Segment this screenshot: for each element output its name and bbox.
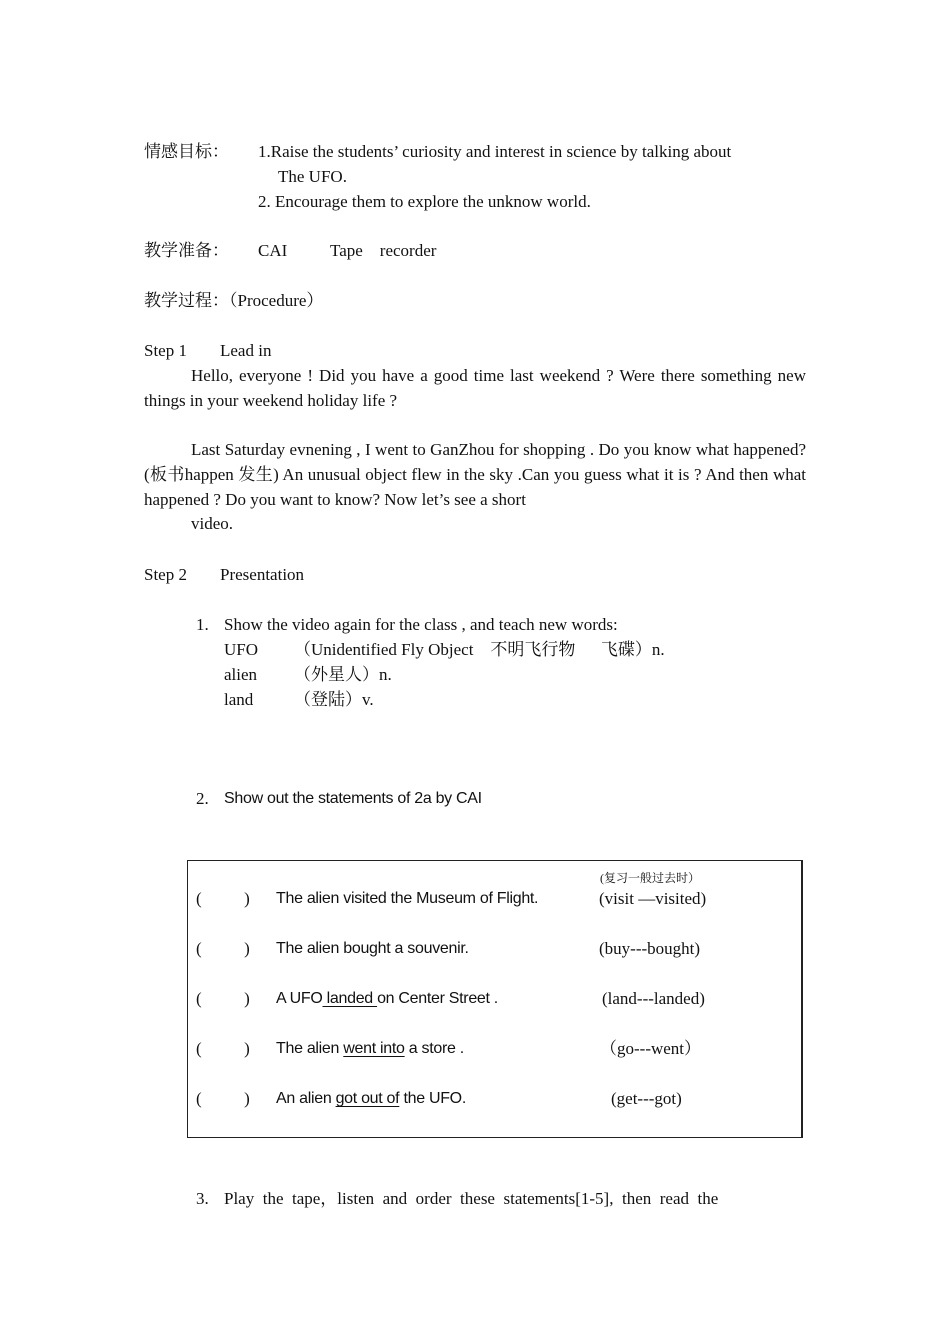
procedure-heading: 教学过程：（Procedure） <box>144 291 324 310</box>
verb-hint: (visit —visited) <box>599 889 707 908</box>
step1-number: Step 1 <box>144 341 187 360</box>
vocab-meaning-land: （登陆）v. <box>294 690 374 709</box>
statement-underlined-phrase: went into <box>343 1040 405 1057</box>
statement-underlined-phrase: got out of <box>335 1090 400 1107</box>
statement-text-part: a store . <box>404 1040 464 1057</box>
statement-text-part: the UFO. <box>399 1090 466 1107</box>
statement-row <box>188 888 801 910</box>
verb-hint: (get---got) <box>611 1089 682 1108</box>
answer-blank[interactable]: ( ) <box>196 1039 250 1058</box>
statement-text-part: A UFO <box>276 990 323 1007</box>
statement-text-part: The alien bought a souvenir. <box>276 940 469 957</box>
item1-number: 1. <box>196 615 209 634</box>
verb-hint: (land---landed) <box>602 989 705 1008</box>
statement-row <box>188 1088 801 1110</box>
prep-item-cai: CAI <box>258 241 288 260</box>
vocab-meaning-alien: （外星人）n. <box>294 665 392 684</box>
vocab-word-land: land <box>224 690 254 709</box>
verb-hint: (buy---bought) <box>599 939 701 958</box>
step1-paragraph-2-end: video. <box>191 514 234 534</box>
item2-number: 2. <box>196 789 209 808</box>
answer-blank[interactable]: ( ) <box>196 1089 250 1108</box>
statement-text <box>276 938 469 960</box>
vocab-word-alien: alien <box>224 665 258 684</box>
statements-table <box>187 860 803 1138</box>
prep-item-tape: Tape recorder <box>330 241 437 260</box>
vocab-word-ufo: UFO <box>224 640 259 659</box>
statement-text <box>276 888 538 910</box>
goal-item-2: 2. Encourage them to explore the unknow world. <box>258 192 591 211</box>
verb-hint: （go---went） <box>600 1039 702 1058</box>
item3-number: 3. <box>196 1189 209 1208</box>
table-note: (复习一般过去时） <box>600 871 700 885</box>
statement-row <box>188 988 801 1010</box>
statement-text-part: The alien <box>276 1040 344 1057</box>
step1-paragraph-2-text: Last Saturday evnening , I went to GanZhou for shopping . Do you know what happened?(板书happen 发生) An unusual object flew in the sky .Can you guess what it is ? And then what happened ? Do you want to know? Now let’s see a short <box>144 440 806 509</box>
answer-blank[interactable]: ( ) <box>196 939 250 958</box>
step1-paragraph-1 <box>144 364 806 414</box>
step2-number: Step 2 <box>144 565 187 584</box>
item3-text: Play the tape，listen and order these statements[1-5], then read the <box>224 1189 719 1208</box>
step1-paragraph-2 <box>144 438 806 537</box>
statement-text-part: The alien visited the Museum of Flight. <box>276 890 539 907</box>
item2-text: Show out the statements of 2a by CAI <box>224 790 482 807</box>
step1-paragraph-1-text: Hello, everyone ! Did you have a good time last weekend ? Were there something new things in your weekend holiday life ? <box>144 366 806 410</box>
step1-title: Lead in <box>220 341 272 360</box>
statement-text <box>276 988 498 1010</box>
statement-row <box>188 1038 801 1060</box>
statement-row <box>188 938 801 960</box>
statement-text-part: on Center Street . <box>377 990 498 1007</box>
goal-item-1: 1.Raise the students’ curiosity and interest in science by talking about <box>258 142 732 161</box>
statement-text-part: An alien <box>276 1090 336 1107</box>
answer-blank[interactable]: ( ) <box>196 889 250 908</box>
statement-text <box>276 1038 464 1060</box>
answer-blank[interactable]: ( ) <box>196 989 250 1008</box>
prep-label: 教学准备： <box>144 241 229 260</box>
statement-underlined-phrase: landed <box>322 990 378 1007</box>
statement-text <box>276 1088 466 1110</box>
vocab-meaning-ufo: （Unidentified Fly Object 不明飞行物 飞碟）n. <box>294 640 665 659</box>
goals-label: 情感目标： <box>144 142 229 161</box>
item1-text: Show the video again for the class , and teach new words: <box>224 615 618 634</box>
goal-item-1-continued: The UFO. <box>278 167 347 186</box>
step2-title: Presentation <box>220 565 305 584</box>
